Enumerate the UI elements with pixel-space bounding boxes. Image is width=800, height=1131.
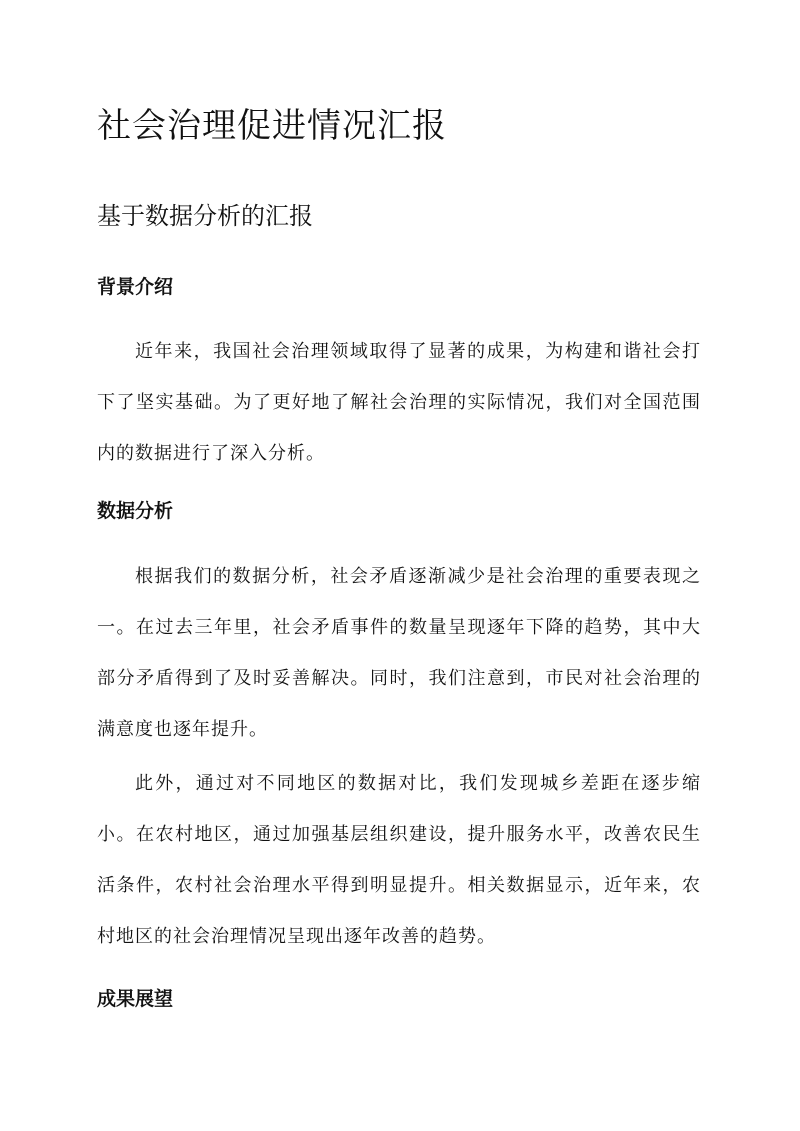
document-title: 社会治理促进情况汇报	[97, 106, 447, 146]
document-subtitle: 基于数据分析的汇报	[97, 202, 313, 230]
paragraph-data-analysis-2: 此外，通过对不同地区的数据对比，我们发现城乡差距在逐步缩小。在农村地区，通过加强基层组织建设，提升服务水平，改善农民生活条件，农村社会治理水平得到明显提升。相关数据显示，近年来，农村地区的社会治理情况呈现出逐年改善的趋势。	[97, 773, 701, 947]
paragraph-data-analysis-1: 根据我们的数据分析，社会矛盾逐渐减少是社会治理的重要表现之一。在过去三年里，社会矛盾事件的数量呈现逐年下降的趋势，其中大部分矛盾得到了及时妥善解决。同时，我们注意到，市民对社会治理的满意度也逐年提升。	[97, 566, 701, 740]
section-heading-background: 背景介绍	[97, 276, 174, 298]
section-heading-outlook: 成果展望	[97, 988, 174, 1010]
paragraph-background: 近年来，我国社会治理领域取得了显著的成果，为构建和谐社会打下了坚实基础。为了更好地了解社会治理的实际情况，我们对全国范围内的数据进行了深入分析。	[97, 341, 701, 464]
section-heading-data-analysis: 数据分析	[97, 500, 174, 522]
